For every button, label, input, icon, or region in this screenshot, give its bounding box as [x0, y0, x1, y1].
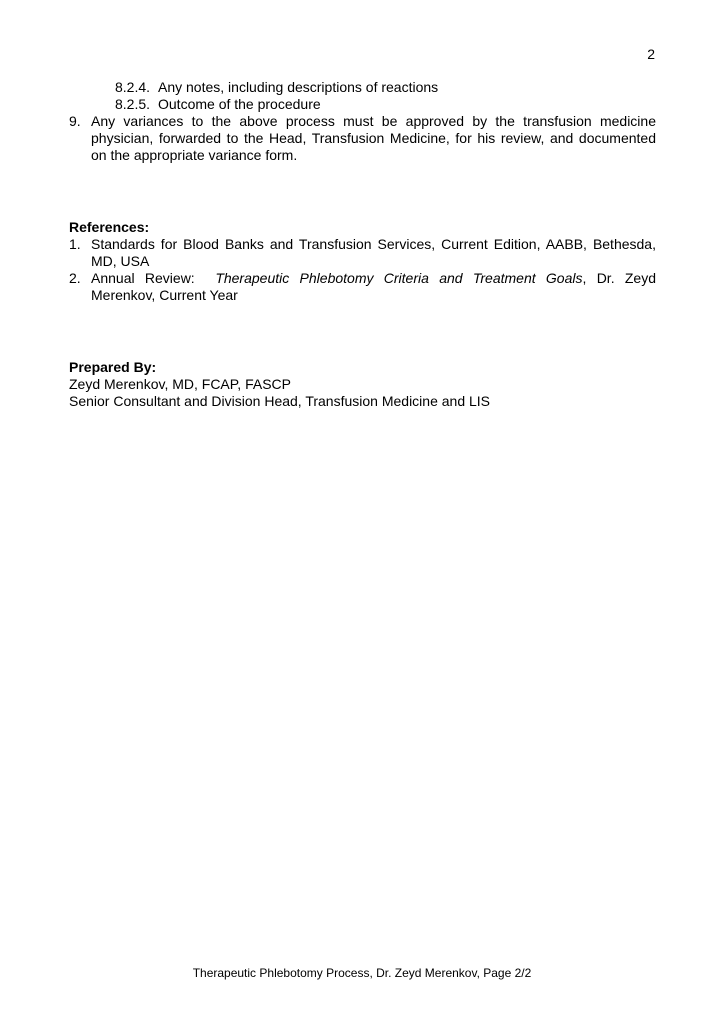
- reference-text: [91, 270, 656, 304]
- reference-item-1: [69, 236, 656, 270]
- page-footer: Therapeutic Phlebotomy Process, Dr. Zeyd Merenkov, Page 2/2: [192, 966, 532, 980]
- list-item-number: 8.2.4.: [115, 79, 151, 95]
- prepared-by-heading: Prepared By:: [69, 359, 157, 375]
- list-item-number: 9.: [69, 113, 81, 129]
- references-heading: References:: [69, 219, 150, 235]
- list-item-8-2-4: [69, 79, 656, 96]
- list-item-number: 8.2.5.: [115, 96, 151, 112]
- list-item-text: Any notes, including descriptions of reactions: [158, 79, 439, 95]
- document-body: [69, 79, 656, 410]
- list-item-8-2-5: [69, 96, 656, 113]
- list-item-text: Outcome of the procedure: [158, 96, 321, 112]
- reference-text: Standards for Blood Banks and Transfusion Services, Current Edition, AABB, Bethesda, MD, USA: [91, 236, 656, 269]
- reference-title: Therapeutic Phlebotomy Criteria and Treatment Goals: [215, 270, 583, 286]
- author-name: Zeyd Merenkov, MD, FCAP, FASCP: [69, 376, 291, 392]
- page-number: 2: [647, 46, 655, 62]
- list-item-text: Any variances to the above process must be approved by the transfusion medicine physician, forwarded to the Head, Transfusion Medicine, for his review, and documented on the appropriate variance form.: [91, 113, 656, 163]
- reference-number: 2.: [69, 270, 81, 286]
- reference-number: 1.: [69, 236, 81, 252]
- reference-prefix: Annual Review:: [91, 270, 205, 286]
- author-title: Senior Consultant and Division Head, Transfusion Medicine and LIS: [69, 393, 491, 409]
- list-item-9: [69, 113, 656, 164]
- reference-suffix: , Dr. Zeyd Merenkov, Current Year: [91, 270, 657, 303]
- reference-item-2: [69, 270, 656, 304]
